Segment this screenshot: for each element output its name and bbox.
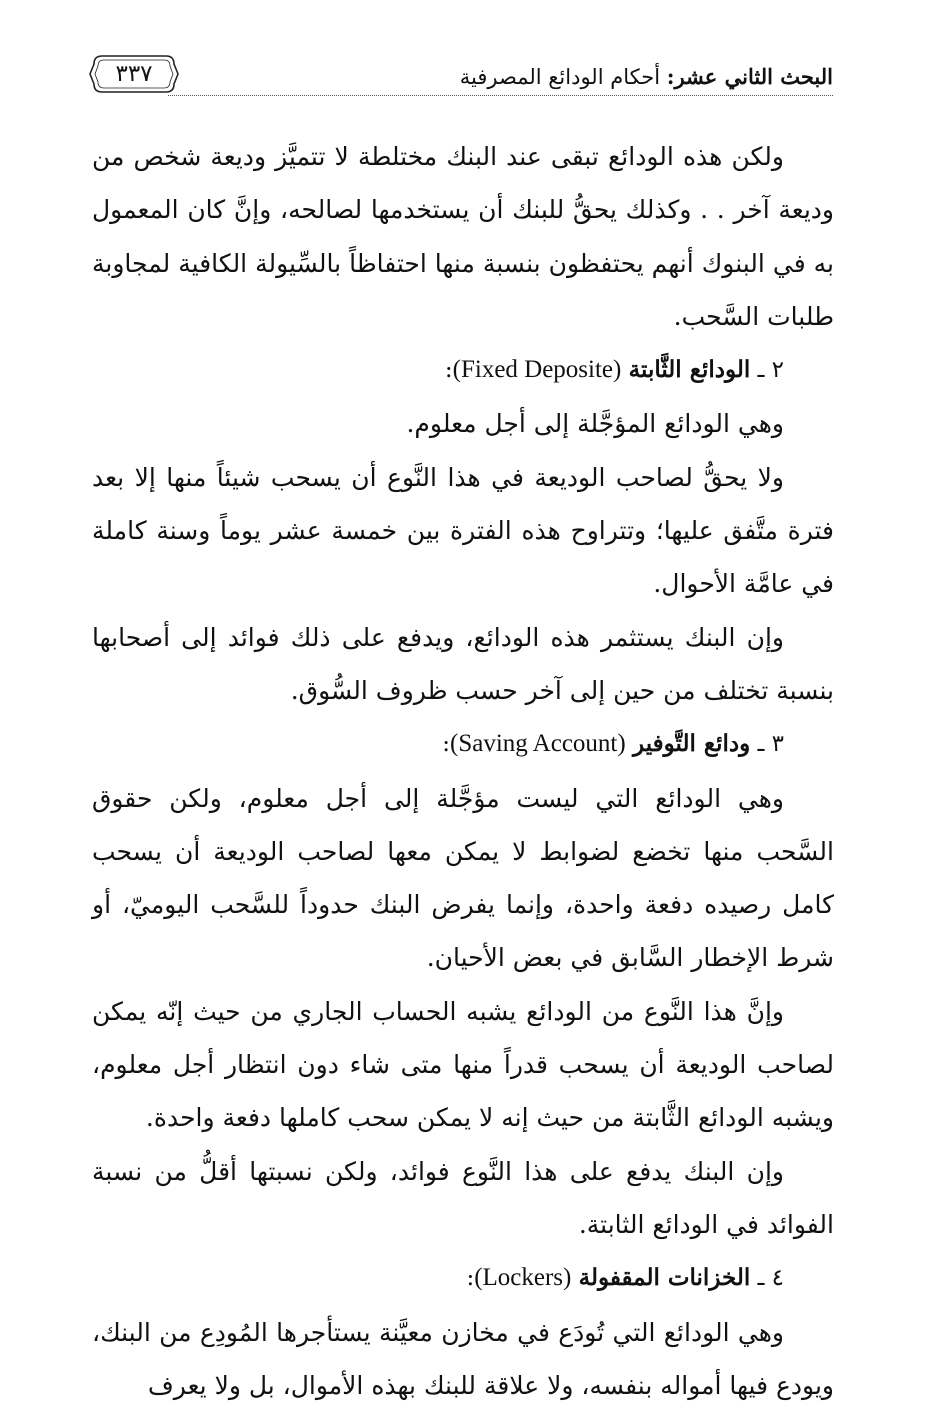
heading-fixed-deposits	[92, 343, 834, 397]
running-title-topic: أحكام الودائع المصرفية	[459, 65, 667, 89]
page-header	[88, 52, 833, 100]
paragraph-saving-comparison: وإنَّ هذا النَّوع من الودائع يشبه الحساب الجاري من حيث إنّه يمكن لصاحب الوديعة أن يسحب قدراً منها متى شاء دون انتظار أجل معلوم، ويشبه الودائع الثَّابتة من حيث إنه لا يمكن سحب كاملها دفعة واحدة.	[92, 996, 834, 1133]
heading-number: ٣ ـ	[750, 731, 784, 758]
heading-english: (Fixed Deposite)	[452, 356, 622, 384]
heading-saving-account	[92, 717, 834, 771]
paragraph-lockers-definition: وهي الودائع التي تُودَع في مخازن معيَّنة يستأجرها المُودِع من البنك، ويودع فيها أمواله بنفسه، ولا علاقة للبنك بهذه الأموال، بل ولا يعرف	[92, 1317, 834, 1400]
heading-english: (Saving Account)	[450, 730, 626, 758]
paragraph-mixed-deposits: ولكن هذه الودائع تبقى عند البنك مختلطة لا تتميَّز وديعة شخص من وديعة آخر . . وكذلك يحقُّ للبنك أن يستخدمها لصالحه، وإنَّ كان المعمول به في البنوك أنهم يحتفظون بنسبة منها احتفاظاً بالسِّيولة الكافية لمجاوبة طلبات السَّحب.	[92, 142, 834, 331]
paragraph-saving-interest: وإن البنك يدفع على هذا النَّوع فوائد، ولكن نسبتها أقلُّ من نسبة الفوائد في الودائع الثابتة.	[92, 1156, 834, 1239]
paragraph-fixed-definition: وهي الودائع المؤجَّلة إلى أجل معلوم.	[406, 409, 784, 439]
running-title	[460, 64, 833, 90]
heading-number: ٢ ـ	[750, 357, 784, 384]
heading-colon: :	[444, 357, 453, 384]
header-divider	[168, 95, 833, 96]
paragraph-fixed-investment: وإن البنك يستثمر هذه الودائع، ويدفع على ذلك فوائد إلى أصحابها بنسبة تختلف من حين إلى آخر حسب ظروف السُّوق.	[92, 622, 834, 705]
heading-colon: :	[466, 1265, 475, 1292]
heading-colon: :	[442, 731, 451, 758]
paragraph-fixed-withdrawal: ولا يحقُّ لصاحب الوديعة في هذا النَّوع أن يسحب شيئاً منها إلا بعد فترة متَّفق عليها؛ وتتراوح هذه الفترة بين خمسة عشر يوماً وسنة كاملة في عامَّة الأحوال.	[92, 462, 834, 599]
page-number: ٣٣٧	[115, 61, 153, 87]
page-body	[92, 130, 834, 1412]
heading-english: (Lockers)	[474, 1264, 572, 1292]
heading-arabic: الودائع الثَّابتة	[628, 356, 751, 384]
heading-arabic: ودائع التَّوفير	[633, 730, 751, 758]
heading-lockers	[92, 1251, 834, 1305]
running-title-section: البحث الثاني عشر:	[666, 64, 833, 89]
paragraph-saving-definition: وهي الودائع التي ليست مؤجَّلة إلى أجل معلوم، ولكن حقوق السَّحب منها تخضع لضوابط لا يمكن معها لصاحب الوديعة أن يسحب كامل رصيده دفعة واحدة، وإنما يفرض البنك حدوداً للسَّحب اليوميّ، أو شرط الإخطار السَّابق في بعض الأحيان.	[92, 783, 834, 973]
heading-number: ٤ ـ	[750, 1265, 784, 1292]
page-number-frame	[88, 52, 180, 96]
heading-arabic: الخزانات المقفولة	[578, 1264, 751, 1292]
